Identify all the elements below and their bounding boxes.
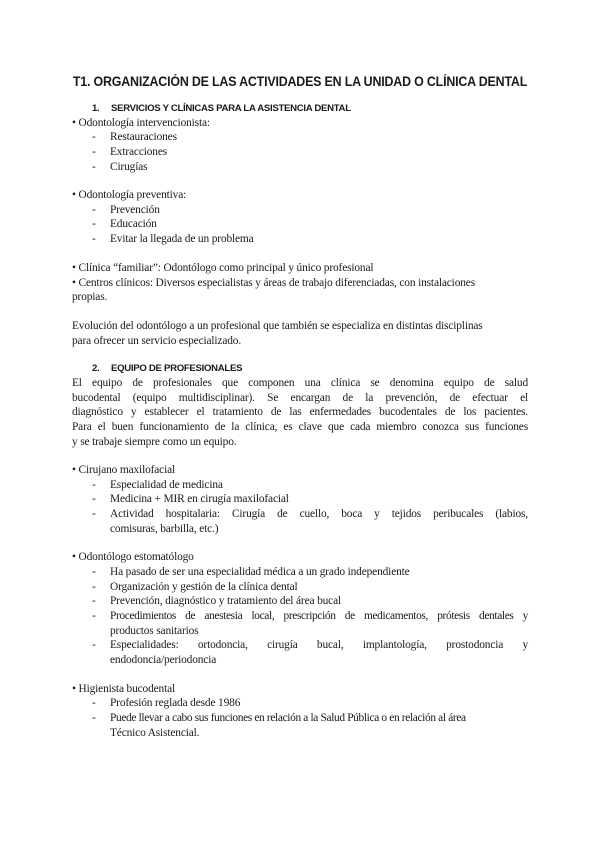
list-item: - Evitar la llegada de un problema [92, 233, 254, 245]
paragraph-line: Para el buen funcionamiento de la clínica, es clave que cada miembro conozca sus funciones [72, 421, 528, 433]
list-item-cont: Técnico Asistencial. [110, 727, 200, 739]
list-item: - Restauraciones [92, 131, 177, 143]
list-item: - Educación [92, 218, 157, 230]
bullet-odontologo-estomatologo: • Odontólogo estomatólogo [72, 551, 194, 563]
paragraph-line: bucodental (equipo multidisciplinar). Se encargan de la prevención, de efectuar el [72, 392, 528, 404]
list-item-cont: comisuras, barbilla, etc.) [110, 523, 219, 535]
list-item: - Procedimientos de anestesia local, prescripción de medicamentos, prótesis dentales y [92, 610, 528, 622]
paragraph-evolucion-line-2: para ofrecer un servicio especializado. [72, 335, 242, 347]
bullet-clinica-familiar: • Clínica “familiar”: Odontólogo como principal y único profesional [72, 262, 374, 274]
paragraph-line: diagnóstico y establecer el tratamiento de las enfermedades bucodentales de los pacientes. [72, 406, 528, 418]
list-item: - Puede llevar a cabo sus funciones en relación a la Salud Pública o en relación al área [92, 712, 466, 724]
list-item: - Medicina + MIR en cirugía maxilofacial [92, 493, 289, 505]
paragraph-evolucion-line-1: Evolución del odontólogo a un profesional que también se especializa en distintas disciplinas [72, 320, 483, 332]
section-1-heading [92, 103, 351, 114]
list-item-cont: endodoncia/periodoncia [110, 654, 217, 666]
list-item: - Organización y gestión de la clínica dental [92, 581, 298, 593]
list-item: - Cirugías [92, 161, 148, 173]
section-2-title: EQUIPO DE PROFESIONALES [111, 363, 243, 374]
list-item: - Actividad hospitalaria: Cirugía de cuello, boca y tejidos peribucales (labios, [92, 508, 528, 520]
list-item: - Profesión reglada desde 1986 [92, 697, 241, 709]
list-item: - Extracciones [92, 146, 168, 158]
bullet-centros-clinicos-cont: propias. [72, 291, 108, 303]
list-item-cont: productos sanitarios [110, 625, 199, 637]
bullet-centros-clinicos: • Centros clínicos: Diversos especialistas y áreas de trabajo diferenciadas, con instalaciones [72, 277, 475, 289]
list-item: - Prevención, diagnóstico y tratamiento del área bucal [92, 595, 341, 607]
list-item: - Especialidad de medicina [92, 479, 223, 491]
section-2-number: 2. [92, 363, 100, 374]
bullet-odontologia-intervencionista: • Odontología intervencionista: [72, 117, 210, 129]
list-item: - Prevención [92, 204, 160, 216]
bullet-odontologia-preventiva: • Odontología preventiva: [72, 189, 187, 201]
list-item: - Especialidades: ortodoncia, cirugía bucal, implantología, prostodoncia y [92, 639, 528, 651]
section-2-heading [92, 363, 242, 374]
bullet-higienista-bucodental: • Higienista bucodental [72, 683, 176, 695]
list-item: - Ha pasado de ser una especialidad médica a un grado independiente [92, 566, 410, 578]
bullet-cirujano-maxilofacial: • Cirujano maxilofacial [72, 464, 176, 476]
document-title: T1. ORGANIZACIÓN DE LAS ACTIVIDADES EN LA UNIDAD O CLÍNICA DENTAL [72, 74, 528, 89]
paragraph-line: y se trabaje siempre como un equipo. [72, 436, 237, 448]
section-1-number: 1. [92, 103, 100, 114]
section-1-title: SERVICIOS Y CLÍNICAS PARA LA ASISTENCIA DENTAL [111, 103, 351, 114]
paragraph-line: El equipo de profesionales que componen una clínica se denomina equipo de salud [72, 377, 528, 389]
